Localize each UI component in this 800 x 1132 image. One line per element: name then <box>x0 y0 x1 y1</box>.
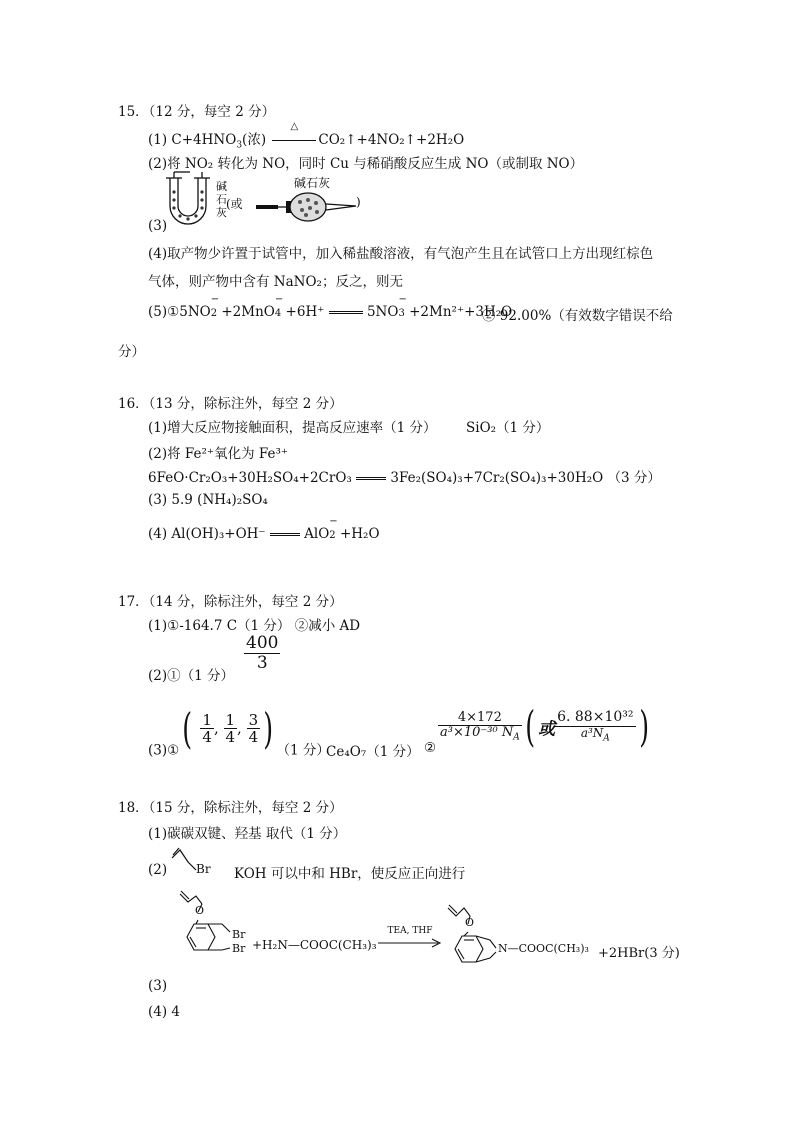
reaction-arrow <box>378 938 444 948</box>
q17-answer-1: (1)①-164.7 C（1 分） ②减小 AD <box>148 618 361 634</box>
q16-answer-2: (2)将 Fe²⁺氧化为 Fe³⁺ <box>148 446 289 462</box>
q15-answer-4b: 气体，则产物中含有 NaNO₂；反之，则无 <box>148 274 403 290</box>
density-expression: $\frac{4\times 172}{a^3\times 10^{-30} N_A}$ ( 或 $\frac{\text{6. 88×10³²}}{a^3N_A}$ ) <box>440 702 649 751</box>
drying-tube-label: 碱石灰 <box>294 176 331 190</box>
byproduct: +2HBr(3 分) <box>598 946 680 961</box>
u-tube-label: 碱石灰 <box>216 180 227 219</box>
q18-answer-4: (4) 4 <box>148 1004 181 1020</box>
br-label: Br <box>196 862 211 876</box>
q17-answer-2: (2)①（1 分） <box>148 668 235 684</box>
q15-answer-2: (2)将 NO₂ 转化为 NO，同时 Cu 与稀硝酸反应生成 NO（或制取 NO） <box>148 156 584 172</box>
q17-answer-3-formula: Ce₄O₇（1 分） <box>326 744 420 760</box>
fraction-400-3: $\frac{400}{3}$ <box>246 633 279 673</box>
q18-answer-3: (3) <box>148 978 168 994</box>
q17-answer-3-label: ② <box>424 740 437 756</box>
q16-heading: 16．（13 分，除标注外，每空 2 分） <box>118 396 343 412</box>
o-label-2: O <box>465 916 475 929</box>
q18-heading: 18．（15 分，除标注外，每空 2 分） <box>118 800 343 816</box>
drying-apparatus-figure <box>160 172 370 232</box>
q16-answer-1a: (1)增大反应物接触面积，提高反应速率（1 分） <box>148 420 437 436</box>
product-substituent: N—COOC(CH₃)₃ <box>498 942 589 955</box>
q16-answer-equation: 6FeO·Cr₂O₃+30H₂SO₄+2CrO₃ 3Fe₂(SO₄)₃+7Cr₂(SO₄)₃+30H₂O （3 分） <box>148 470 661 486</box>
q15-answer-5c: 分） <box>118 344 145 360</box>
o-label-1: O <box>195 904 205 917</box>
q15-answer-1: (1) $C+4HNO_3$(浓) △ CO₂↑+4NO₂↑+2H₂O <box>148 121 465 151</box>
q18-answer-1: (1)碳碳双键、羟基 取代（1 分） <box>148 826 347 842</box>
q18-answer-2-label: (2) <box>148 862 168 878</box>
q15-heading: 15．（12 分，每空 2 分） <box>118 104 276 120</box>
close-paren: ) <box>356 195 361 209</box>
q15-answer-3: (3) <box>148 218 168 234</box>
q16-answer-3: (3) 5.9 (NH₄)₂SO₄ <box>148 492 268 508</box>
q15-answer-5: (5)①5NO − 2 +2MnO − 4 +6H⁺ 5NO − 3 +2Mn²⁺+3H₂O <box>148 294 513 320</box>
q16-answer-1b: SiO₂（1 分） <box>466 420 550 436</box>
reaction-condition: TEA, THF <box>387 926 433 936</box>
q17-heading: 17．（14 分，除标注外，每空 2 分） <box>118 594 343 610</box>
q15-answer-4a: (4)取产物少许置于试管中，加入稀盐酸溶液，有气泡产生且在试管口上方出现红棕色 <box>148 246 654 262</box>
br-label-1: Br <box>232 928 246 941</box>
q15-answer-5b: ② 92.00%（有效数字错误不给 <box>482 308 673 324</box>
q16-answer-4: (4) Al(OH)₃+OH⁻ AlO − 2 +H₂O <box>148 516 380 542</box>
amine-reagent: +H₂N—COOC(CH₃)₃ <box>252 938 377 952</box>
br-label-2: Br <box>232 942 246 955</box>
q17-answer-3: (3)①( $\frac{1}{4}$ , $\frac{1}{4}$ , $\frac{3}{4}$ ) （1 分） <box>148 704 330 759</box>
or-label: (或 <box>226 197 243 211</box>
q18-answer-2: KOH 可以中和 HBr，使反应正向进行 <box>234 866 466 882</box>
